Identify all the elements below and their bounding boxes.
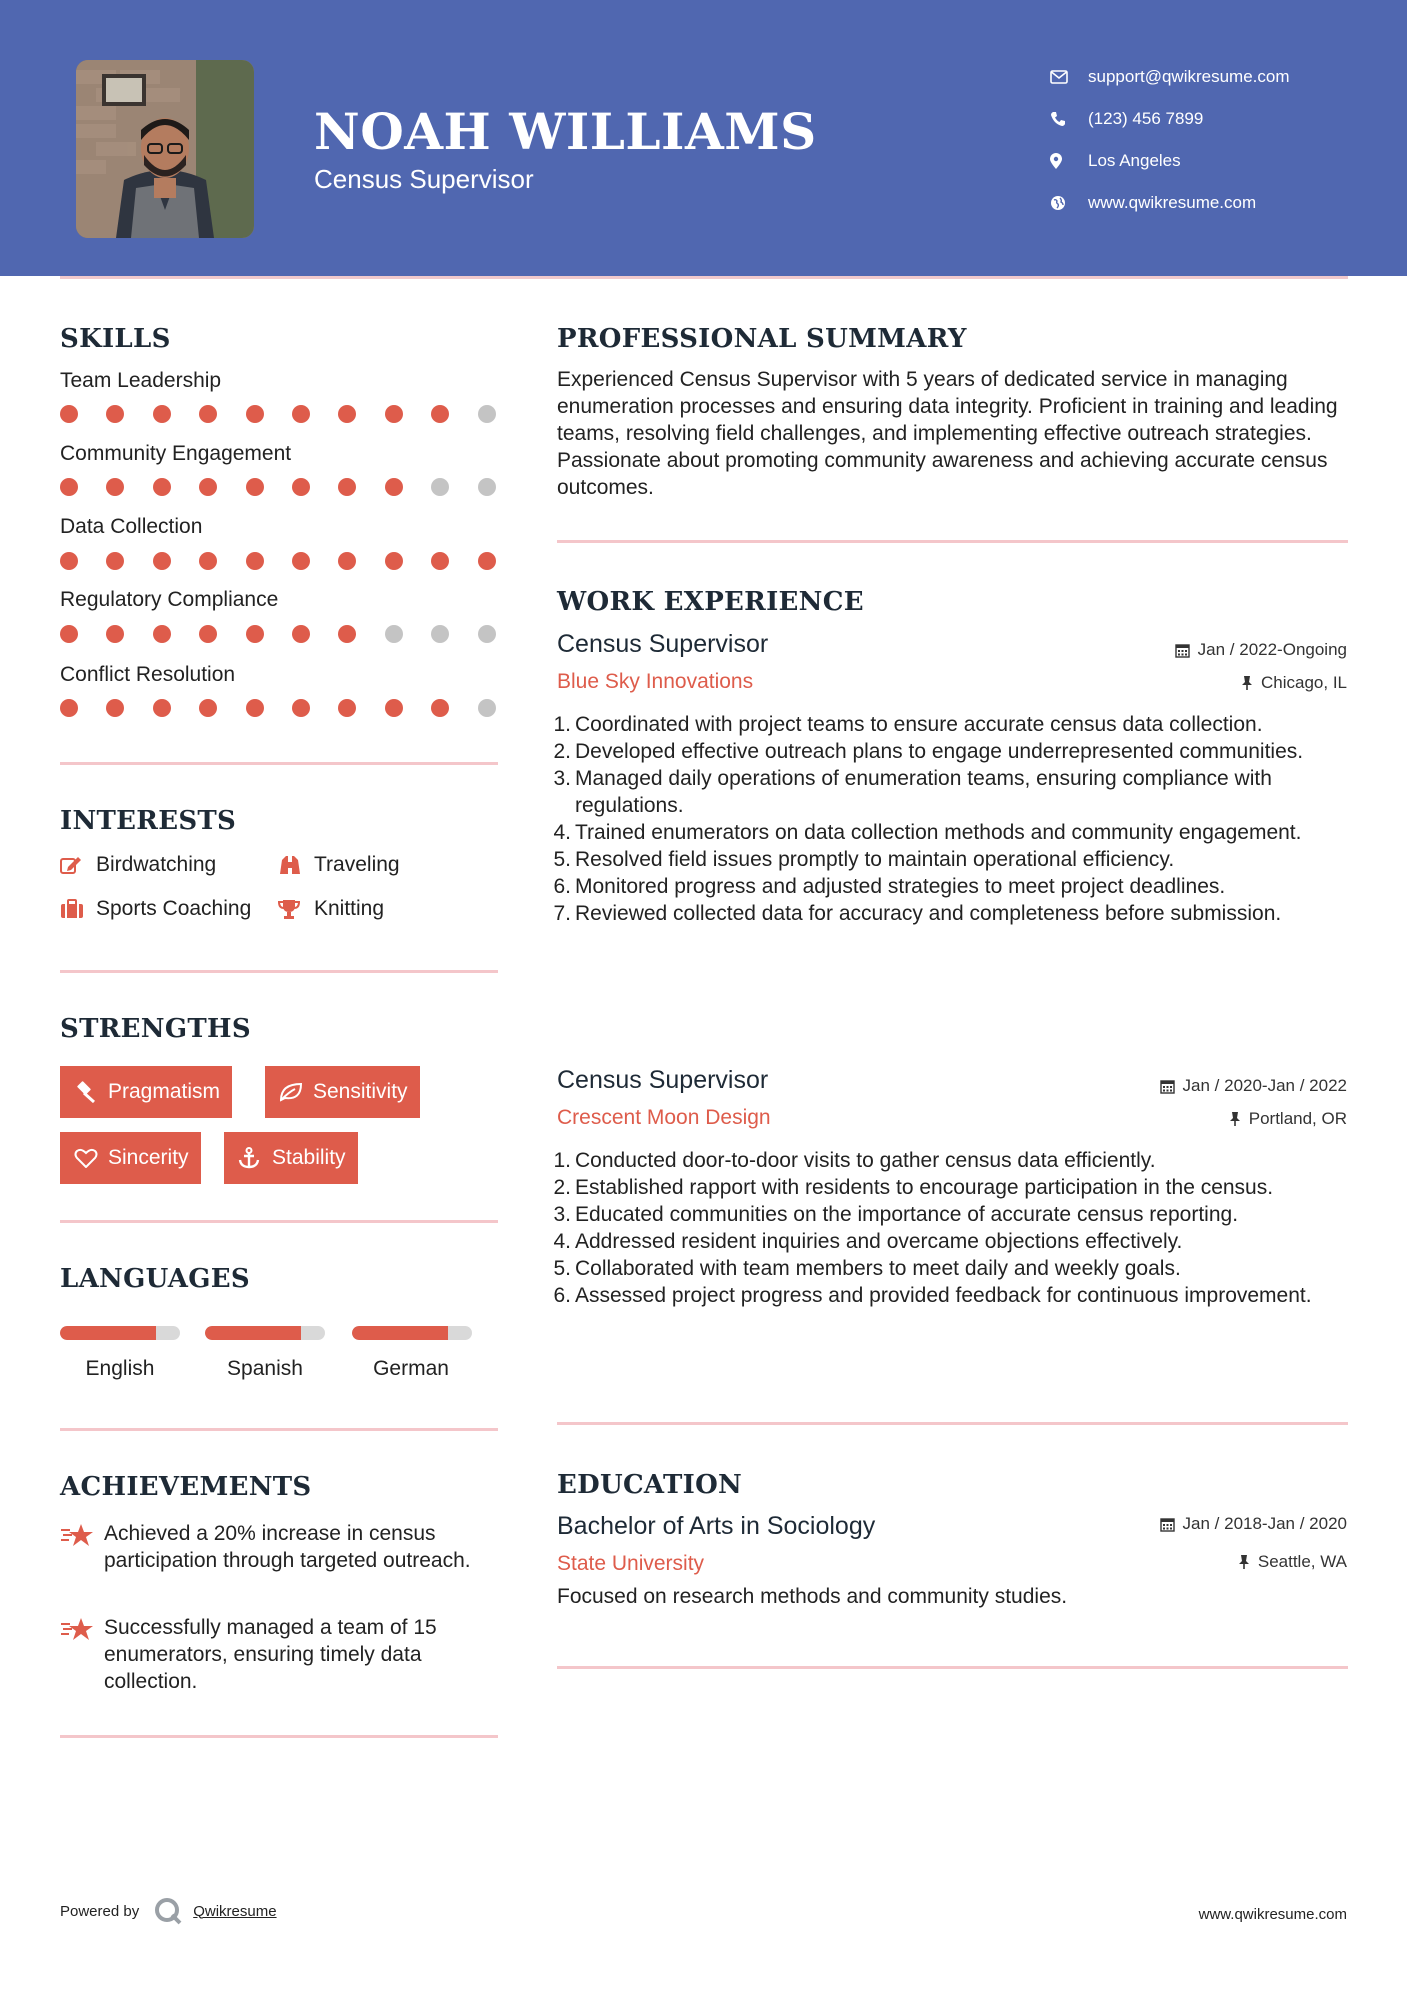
skill-name: Team Leadership bbox=[60, 369, 222, 392]
strengths-title: STRENGTHS bbox=[60, 1014, 251, 1044]
job-title: Census Supervisor bbox=[557, 630, 769, 658]
skill-dot-filled bbox=[153, 699, 171, 717]
language-label: Spanish bbox=[227, 1357, 303, 1380]
skill-dot-empty bbox=[431, 625, 449, 643]
candidate-role: Census Supervisor bbox=[314, 164, 534, 194]
achievement-item: Achieved a 20% increase in census participation through targeted outreach. bbox=[60, 1520, 500, 1574]
education-dates: Jan / 2018-Jan / 2020 bbox=[1160, 1514, 1347, 1534]
skill-dot-empty bbox=[385, 625, 403, 643]
section-divider bbox=[60, 1220, 498, 1223]
skill-dot-filled bbox=[292, 625, 310, 643]
profile-photo bbox=[76, 60, 254, 238]
skill-dot-filled bbox=[431, 405, 449, 423]
skill-dot-filled bbox=[106, 405, 124, 423]
skill-dot-filled bbox=[60, 405, 78, 423]
section-divider bbox=[557, 1666, 1348, 1669]
job-title: Census Supervisor bbox=[557, 1066, 769, 1094]
skill-dot-filled bbox=[292, 552, 310, 570]
contact-website[interactable]: www.qwikresume.com bbox=[1050, 182, 1290, 224]
language-bar bbox=[60, 1326, 180, 1340]
company-name: Crescent Moon Design bbox=[557, 1106, 771, 1129]
pushpin-icon bbox=[1241, 675, 1253, 691]
skill-dot-filled bbox=[199, 625, 217, 643]
skill-dot-filled bbox=[106, 625, 124, 643]
interest-item: Sports Coaching bbox=[60, 897, 251, 921]
language-bar bbox=[352, 1326, 472, 1340]
pushpin-icon bbox=[1229, 1111, 1241, 1127]
star-icon bbox=[60, 1520, 104, 1574]
skill-dot-filled bbox=[153, 478, 171, 496]
job-bullet: 1. Coordinated with project teams to ensure accurate census data collection. bbox=[553, 713, 1263, 736]
job-bullet: 4. Trained enumerators on data collection methods and community engagement. bbox=[553, 821, 1302, 844]
job-bullets bbox=[553, 711, 1347, 927]
phone-icon bbox=[1050, 111, 1088, 127]
skill-dot-filled bbox=[60, 478, 78, 496]
leaf-icon bbox=[279, 1082, 313, 1102]
skill-dot-filled bbox=[292, 699, 310, 717]
skill-dot-empty bbox=[478, 478, 496, 496]
education-title: EDUCATION bbox=[557, 1470, 743, 1500]
skill-rating bbox=[60, 699, 500, 719]
edit-icon bbox=[60, 855, 96, 875]
contact-email[interactable]: support@qwikresume.com bbox=[1050, 56, 1290, 98]
job-bullet: 2. Developed effective outreach plans to engage underrepresented communities. bbox=[553, 740, 1304, 763]
experience-title: WORK EXPERIENCE bbox=[557, 587, 864, 617]
achievement-item: Successfully managed a team of 15 enumerators, ensuring timely data collection. bbox=[60, 1614, 500, 1695]
skill-dot-filled bbox=[106, 478, 124, 496]
job-dates: Jan / 2020-Jan / 2022 bbox=[1160, 1076, 1347, 1096]
skill-dot-filled bbox=[292, 478, 310, 496]
binoculars-icon bbox=[278, 854, 314, 876]
pushpin-icon bbox=[1238, 1554, 1250, 1570]
skill-dot-filled bbox=[246, 699, 264, 717]
summary-title: PROFESSIONAL SUMMARY bbox=[557, 324, 967, 354]
skill-dot-filled bbox=[246, 478, 264, 496]
section-divider bbox=[60, 970, 498, 973]
anchor-icon bbox=[238, 1147, 272, 1169]
section-divider bbox=[60, 1428, 498, 1431]
calendar-icon bbox=[1160, 1079, 1175, 1094]
header-divider bbox=[60, 276, 1348, 279]
skill-dot-filled bbox=[106, 699, 124, 717]
resume-header bbox=[0, 0, 1407, 276]
skill-dot-filled bbox=[199, 405, 217, 423]
degree-title: Bachelor of Arts in Sociology bbox=[557, 1512, 876, 1540]
skill-dot-filled bbox=[338, 478, 356, 496]
trophy-icon bbox=[278, 898, 314, 920]
language-label: German bbox=[373, 1357, 449, 1380]
skill-rating bbox=[60, 625, 500, 645]
star-icon bbox=[60, 1614, 104, 1695]
calendar-icon bbox=[1160, 1517, 1175, 1532]
section-divider bbox=[557, 1422, 1348, 1425]
summary-text: Experienced Census Supervisor with 5 years of dedicated service in managing enumeration processes and ensuring data integrity. Proficient in training and leading teams, resolving field challenges, and implementing effective outreach strategies. Passionate about promoting community awareness and achieving accurate census outcomes. bbox=[557, 368, 1338, 499]
contact-list bbox=[1050, 56, 1290, 224]
job-location: Chicago, IL bbox=[1241, 673, 1347, 693]
skill-rating bbox=[60, 478, 500, 498]
job-bullet: 2. Established rapport with residents to encourage participation in the census. bbox=[553, 1176, 1274, 1199]
strength-chip: Sincerity bbox=[60, 1132, 201, 1184]
job-bullet: 5. Collaborated with team members to meet daily and weekly goals. bbox=[553, 1257, 1181, 1280]
skill-dot-filled bbox=[338, 405, 356, 423]
skill-name: Conflict Resolution bbox=[60, 663, 236, 686]
candidate-name: NOAH WILLIAMS bbox=[314, 102, 817, 161]
job-bullet: 3. Managed daily operations of enumeration teams, ensuring compliance with regulations. bbox=[553, 767, 1272, 817]
company-name: Blue Sky Innovations bbox=[557, 670, 754, 693]
skill-dot-empty bbox=[478, 625, 496, 643]
skill-dot-filled bbox=[199, 552, 217, 570]
job-bullet: 5. Resolved field issues promptly to maintain operational efficiency. bbox=[553, 848, 1175, 871]
language-bar bbox=[205, 1326, 325, 1340]
skills-title: SKILLS bbox=[60, 324, 171, 354]
globe-icon bbox=[1050, 195, 1088, 211]
heart-icon bbox=[74, 1148, 108, 1168]
skill-name: Data Collection bbox=[60, 515, 203, 538]
interest-item: Knitting bbox=[278, 897, 384, 921]
strength-chip: Stability bbox=[224, 1132, 358, 1184]
skill-rating bbox=[60, 552, 500, 572]
job-bullet: 3. Educated communities on the importance of accurate census reporting. bbox=[553, 1203, 1239, 1226]
languages-title: LANGUAGES bbox=[60, 1264, 250, 1294]
job-bullet: 7. Reviewed collected data for accuracy and completeness before submission. bbox=[553, 902, 1282, 925]
skill-dot-filled bbox=[431, 552, 449, 570]
job-dates: Jan / 2022-Ongoing bbox=[1175, 640, 1347, 660]
skill-dot-filled bbox=[60, 625, 78, 643]
skill-dot-filled bbox=[153, 552, 171, 570]
skill-rating bbox=[60, 405, 500, 425]
job-bullets bbox=[553, 1147, 1347, 1309]
skill-dot-filled bbox=[385, 699, 403, 717]
skill-name: Regulatory Compliance bbox=[60, 588, 279, 611]
language-label: English bbox=[85, 1357, 155, 1380]
section-divider bbox=[60, 762, 498, 765]
interest-item: Birdwatching bbox=[60, 853, 216, 877]
job-location: Portland, OR bbox=[1229, 1109, 1347, 1129]
skill-dot-filled bbox=[153, 405, 171, 423]
qwikresume-link[interactable]: Qwikresume bbox=[193, 1902, 277, 1920]
skill-dot-empty bbox=[431, 478, 449, 496]
skill-dot-filled bbox=[292, 405, 310, 423]
language-bar-fill bbox=[60, 1326, 156, 1340]
skill-dot-filled bbox=[199, 699, 217, 717]
footer-powered-by: Powered by Qwikresume bbox=[60, 1896, 277, 1926]
education-location: Seattle, WA bbox=[1238, 1552, 1347, 1572]
job-bullet: 6. Monitored progress and adjusted strategies to meet project deadlines. bbox=[553, 875, 1226, 898]
section-divider bbox=[557, 540, 1348, 543]
briefcase-icon bbox=[60, 899, 96, 919]
envelope-icon bbox=[1050, 70, 1088, 84]
skill-dot-filled bbox=[199, 478, 217, 496]
skill-dot-filled bbox=[106, 552, 124, 570]
language-bar-fill bbox=[352, 1326, 448, 1340]
skill-dot-filled bbox=[246, 405, 264, 423]
calendar-icon bbox=[1175, 643, 1190, 658]
section-divider bbox=[60, 1735, 498, 1738]
footer-url[interactable]: www.qwikresume.com bbox=[1198, 1906, 1347, 1923]
skill-dot-filled bbox=[338, 625, 356, 643]
strength-chip: Pragmatism bbox=[60, 1066, 232, 1118]
skill-dot-filled bbox=[246, 625, 264, 643]
skill-dot-filled bbox=[385, 552, 403, 570]
gavel-icon bbox=[74, 1081, 108, 1103]
skill-dot-filled bbox=[478, 552, 496, 570]
contact-location: Los Angeles bbox=[1050, 140, 1290, 182]
job-bullet: 1. Conducted door-to-door visits to gather census data efficiently. bbox=[553, 1149, 1156, 1172]
school-name: State University bbox=[557, 1552, 705, 1575]
skill-dot-filled bbox=[338, 552, 356, 570]
contact-phone[interactable]: (123) 456 7899 bbox=[1050, 98, 1290, 140]
skill-name: Community Engagement bbox=[60, 442, 292, 465]
skill-dot-filled bbox=[385, 405, 403, 423]
language-bar-fill bbox=[205, 1326, 301, 1340]
qwikresume-logo-icon bbox=[153, 1896, 183, 1926]
skill-dot-filled bbox=[60, 699, 78, 717]
education-description: Focused on research methods and community studies. bbox=[557, 1585, 1068, 1608]
strength-chip: Sensitivity bbox=[265, 1066, 420, 1118]
skill-dot-filled bbox=[60, 552, 78, 570]
skill-dot-filled bbox=[153, 625, 171, 643]
skill-dot-filled bbox=[385, 478, 403, 496]
skill-dot-filled bbox=[338, 699, 356, 717]
achievements-title: ACHIEVEMENTS bbox=[60, 1472, 312, 1502]
skill-dot-empty bbox=[478, 405, 496, 423]
map-marker-icon bbox=[1050, 153, 1088, 169]
interest-item: Traveling bbox=[278, 853, 400, 877]
job-bullet: 6. Assessed project progress and provided feedback for continuous improvement. bbox=[553, 1284, 1312, 1307]
skill-dot-filled bbox=[246, 552, 264, 570]
interests-title: INTERESTS bbox=[60, 806, 237, 836]
skill-dot-filled bbox=[431, 699, 449, 717]
skill-dot-empty bbox=[478, 699, 496, 717]
job-bullet: 4. Addressed resident inquiries and overcame objections effectively. bbox=[553, 1230, 1183, 1253]
